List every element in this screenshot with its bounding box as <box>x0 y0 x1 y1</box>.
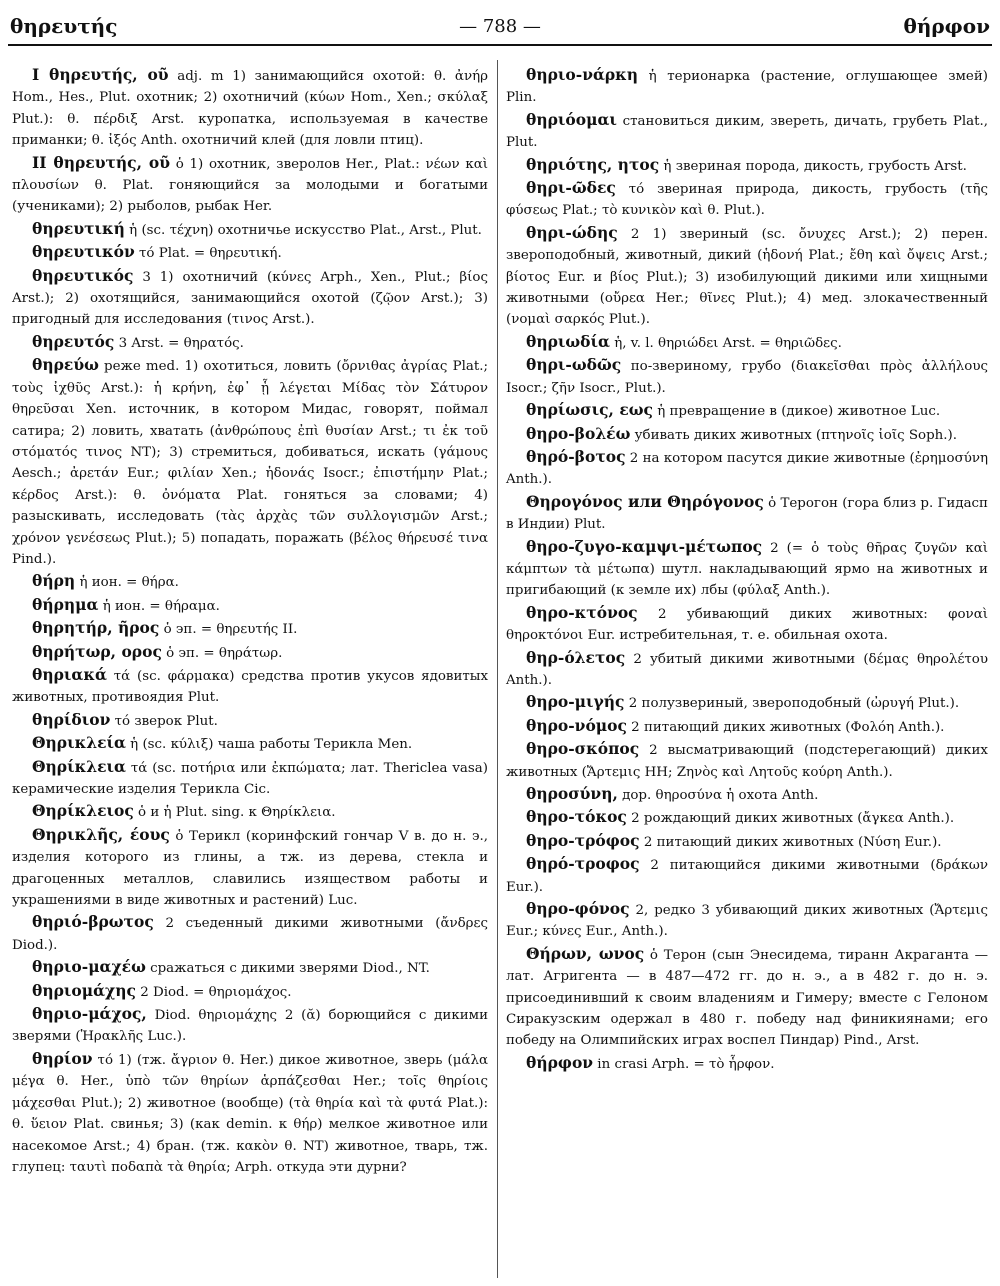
definition: ὁ Терон (сын Энесидема, тиранн Акраганта — лат. Агригента — в 487—472 гг. до н. э., а в 482 г. до н. э. присоединивший к своим владениям и Гимеру; вместе с Гелоном Сиракузским одержал в 480 г. победу над финикиянами; его победу на Олимпийских играх воспел Пиндар) Pind., Arst. <box>506 947 988 1049</box>
dictionary-entry <box>12 241 488 264</box>
headword: θηριότης, ητος <box>526 154 660 174</box>
dictionary-entry <box>506 715 988 738</box>
headword: θήρφον <box>526 1052 594 1072</box>
definition: 2 1) звериный (sc. ὄνυχες Arst.); 2) перен. звероподобный, животный, дикий (ἡδονή Plat.; ἔθη καὶ ὄψεις Arst.; βίοτος Eur. и βίος Plut.); 3) изобилующий дикими или хищными животными (οὔρεα Her.; θῖνες Plut.); 4) мед. злокачественный (νομαὶ σαρκός Plut.). <box>506 226 988 328</box>
headword: θηρό-τροφος <box>526 854 640 874</box>
dictionary-entry <box>12 756 488 801</box>
headword: θηριο-νάρκη <box>526 65 639 84</box>
definition: ἡ (sc. κύλιξ) чаша работы Терикла Men. <box>125 737 413 753</box>
dictionary-entry <box>12 617 488 640</box>
headword: θηρίωσις, εως <box>526 400 653 420</box>
headword: Θηρικλεία <box>32 733 126 753</box>
definition: ὁ эп. = θηράτωρ. <box>161 645 283 661</box>
dictionary-entry <box>12 709 488 732</box>
headword: θηριο-μάχος, <box>32 1004 147 1024</box>
definition: ἡ ион. = θήρα. <box>75 575 179 591</box>
definition: in crasi Arph. = τὸ ἧρφον. <box>593 1056 775 1072</box>
right-column <box>506 64 988 1075</box>
dictionary-entry <box>12 594 488 617</box>
definition: ἡ звериная порода, дикость, грубость Arst. <box>659 158 967 174</box>
dictionary-entry <box>506 64 988 109</box>
definition: τά (sc. φάρμακα) средства против укусов ядовитых животных, противоядия Plut. <box>12 668 488 706</box>
headword: θηρο-νόμος <box>526 715 627 735</box>
dictionary-entry <box>506 898 988 943</box>
headword: θηρήτωρ, ορος <box>32 641 162 661</box>
dictionary-entry <box>506 222 988 331</box>
definition: убивать диких животных (πτηνοῖς ἰοῖς Soph.). <box>630 427 958 443</box>
dictionary-entry <box>506 738 988 783</box>
dictionary-entry <box>506 109 988 154</box>
headword: θήρημα <box>32 594 99 614</box>
dictionary-entry <box>506 1052 988 1075</box>
dictionary-entry <box>506 446 988 491</box>
dictionary-entry <box>506 602 988 647</box>
dictionary-entry <box>506 423 988 446</box>
dictionary-entry <box>506 491 988 536</box>
headword: θηρό-βοτος <box>526 446 626 466</box>
definition: 3 1) охотничий (κύνες Arph., Xen., Plut.; βίος Arst.); 2) охотящийся, занимающийся охотой (ζῷον Arst.); 3) пригодный для исследования (τινος Arst.). <box>12 269 488 328</box>
dictionary-entry <box>12 570 488 593</box>
definition: 2 съеденный дикими животными (ἄνδρες Diod.). <box>12 916 488 953</box>
headword: I θηρευτής, οῦ <box>32 65 169 84</box>
dictionary-entry <box>12 331 488 354</box>
definition: ὁ 1) охотник, зверолов Her., Plat.: νέων καὶ πλουσίων θ. Plat. гоняющийся за молодыми и богатыми (учениками); 2) рыболов, рыбак Her. <box>12 156 488 215</box>
guide-word-right: θήρφον <box>903 14 990 38</box>
dictionary-entry <box>12 980 488 1003</box>
definition: по-звериному, грубо (διακεῖσθαι πρὸς ἀλλήλους Isocr.; ζῆν Isocr., Plut.). <box>506 359 988 396</box>
headword: θηρι-ώδης <box>526 222 618 242</box>
headword: θηρευτική <box>32 218 125 238</box>
definition: ὁ Терикл (коринфский гончар V в. до н. э., изделия которого из глины, а тж. из дерева, стекла и драгоценных металлов, славились изяществом работы и украшениями в виде животных и растений) Luc. <box>12 828 488 909</box>
dictionary-entry <box>12 911 488 956</box>
dictionary-entry <box>12 664 488 709</box>
dictionary-entry <box>12 956 488 979</box>
dictionary-entry <box>506 853 988 898</box>
definition: adj. m 1) занимающийся охотой: θ. ἀνήρ Hom., Hes., Plut. охотник; 2) охотничий (κύων Hom., Xen.; σκύλαξ Plut.): θ. πέρδιξ Arst. куропатка, используемая в качестве приманки; θ. ἰξός Anth. охотничий клей (для ловли птиц). <box>12 69 489 149</box>
dictionary-entry <box>506 783 988 806</box>
definition: ἡ, v. l. θηριώδει Arst. = θηριῶδες. <box>609 335 842 351</box>
headword: θηριομάχης <box>32 980 136 1000</box>
dictionary-entry <box>12 1003 488 1048</box>
dictionary-entry <box>12 64 488 152</box>
dictionary-entry <box>12 152 488 218</box>
definition: реже med. 1) охотиться, ловить (ὄρνιθας ἀγρίας Plat.; τοὺς ἰχθῦς Arst.): ἡ κρήνη, ἐφ᾽ ᾗ λέγεται Μίδας τὸν Σάτυρον θηρεῦσαι Xen. источник, в котором Мидас, говорят, поймал сатира; 2) ловить, хватать (ἀνθρώπους ἐπὶ θυσίαν Arst.; τι ἐκ τοῦ στόματός τινος NT); 3) стремиться, добиваться, искать (γάμους Aesch.; ἀρετάν Eur.; φιλίαν Xen.; ἡδονάς Isocr.; ἐπιστήμην Plat.; κέρδος Arst.): θ. ὀνόματα Plat. гоняться за словами; 4) разыскивать, исследовать (τὰς ἀρχὰς τῶν συλλογισμῶν Arst.; χρόνον γενέσεως Plut.); 5) попадать, поражать (βέλος θήρευσέ τινα Pind.). <box>12 359 488 567</box>
definition: 2 питающий диких животных (Νύση Eur.). <box>639 834 942 850</box>
dictionary-entry <box>506 943 988 1052</box>
definition: 2 рождающий диких животных (ἄγκεα Anth.). <box>626 811 955 827</box>
headword: θηρίον <box>32 1048 93 1068</box>
headword: II θηρευτής, οῦ <box>32 152 170 172</box>
definition: 2 Diod. = θηριομάχος. <box>135 984 292 1000</box>
column-divider <box>497 60 498 1278</box>
definition: ὁ Терогон (гора близ р. Гидасп в Индии) Plut. <box>506 495 988 533</box>
dictionary-entry <box>12 732 488 755</box>
headword: θηριόομαι <box>526 109 617 129</box>
definition: ἡ (sc. τέχνη) охотничье искусство Plat., Arst., Plut. <box>124 222 482 238</box>
definition: 3 Arst. = θηρατός. <box>114 335 244 351</box>
headword: Θηρογόνος или Θηρόγονος <box>526 491 764 511</box>
dictionary-entry <box>506 806 988 829</box>
guide-word-left: θηρευτής <box>10 14 118 38</box>
definition: 2 убитый дикими животными (δέμας θηρολέτου Anth.). <box>506 651 988 688</box>
headword: θηρητήρ, ῆρος <box>32 618 160 638</box>
definition: 2, редко 3 убивающий диких животных (Ἄρτεμις Eur.; κύνες Eur., Anth.). <box>506 903 988 940</box>
definition: τό звериная природа, дикость, грубость (τῆς φύσεως Plat.; τὸ κυνικὸν καὶ θ. Plut.). <box>506 182 988 219</box>
headword: θηρ-όλετος <box>526 647 626 667</box>
dictionary-entry <box>12 265 488 331</box>
dictionary-entry <box>506 354 988 399</box>
definition: ὁ и ἡ Plut. sing. к Θηρίκλεια. <box>133 805 336 821</box>
definition: 2 убивающий диких животных: φοναὶ θηροκτόνοι Eur. истребительная, т. е. обильная охота. <box>506 606 988 644</box>
headword: θηρίδιον <box>32 709 111 729</box>
dictionary-entry <box>12 354 488 570</box>
headword: θηριακά <box>32 664 107 684</box>
headword: θηρευτός <box>32 331 115 351</box>
definition: τό зверок Plut. <box>110 713 218 729</box>
definition: τό Plat. = θηρευτική. <box>134 246 282 262</box>
running-header <box>8 10 992 46</box>
dictionary-entry <box>506 154 988 177</box>
headword: θηρο-σκόπος <box>526 739 640 759</box>
headword: θηρι-ῶδες <box>526 178 616 198</box>
headword: θήρη <box>32 571 76 591</box>
definition: ἡ ион. = θήραμα. <box>98 598 220 614</box>
dictionary-entry <box>506 331 988 354</box>
headword: θηρευτικός <box>32 265 134 285</box>
definition: τό 1) (тж. ἄγριον θ. Her.) дикое животное, зверь (μάλα μέγα θ. Her., ὑπὸ τῶν θηρίων ἁρπάζεσθαι Her.; τοῖς θηρίοις μάχεσθαι Plut.); 2) животное (вообще) (τὰ θηρία καὶ τὰ φυτά Plat.): θ. ὕειον Plat. свинья; 3) (как demin. к θήρ) мелкое животное или насекомое Arst.; 4) бран. (тж. κακὸν θ. NT) животное, тварь, тж. глупец: ταυτὶ ποδαπὰ τὰ θηρία; Arph. откуда эти дурни? <box>12 1052 488 1175</box>
headword: θηρο-τόκος <box>526 807 627 827</box>
page-number: — 788 — <box>459 16 541 37</box>
headword: θηριο-μαχέω <box>32 957 146 977</box>
headword: θηρο-κτόνος <box>526 602 638 622</box>
definition: сражаться с дикими зверями Diod., NT. <box>145 961 430 977</box>
definition: 2 питающий диких животных (Φολόη Anth.). <box>626 719 945 735</box>
headword: θηρο-μιγής <box>526 692 625 712</box>
headword: Θηρίκλειος <box>32 801 134 821</box>
definition: 2 на котором пасутся дикие животные (ἐρημοσύνη Anth.). <box>506 450 989 488</box>
headword: Θήρων, ωνος <box>526 943 645 963</box>
headword: Θηρικλῆς, έους <box>32 824 170 844</box>
dictionary-entry <box>12 824 488 912</box>
definition: τά (sc. ποτήρια или ἐκπώματα; лат. Thericlea vasa) керамические изделия Терикла Cic. <box>12 760 488 797</box>
headword: θηριωδία <box>526 331 610 351</box>
dictionary-entry <box>506 399 988 422</box>
headword: θηρεύω <box>32 355 99 375</box>
dictionary-entry <box>12 800 488 823</box>
left-column <box>12 64 488 1178</box>
headword: θηριό-βρωτος <box>32 912 154 932</box>
definition: Diod. θηριομάχης 2 (ᾰ) борющийся с дикими зверями (Ἡρακλῆς Luc.). <box>12 1008 488 1045</box>
dictionary-entry <box>506 536 988 602</box>
definition: становиться диким, звереть, дичать, грубеть Plat., Plut. <box>506 113 988 151</box>
definition: ἡ терионарка (растение, оглушающее змей) Plin. <box>506 69 988 106</box>
headword: θηρο-τρόφος <box>526 830 640 850</box>
dictionary-entry <box>506 691 988 714</box>
headword: θηρο-ζυγο-καμψι-μέτωπος <box>526 536 763 556</box>
definition: 2 полузвериный, звероподобный (ὠρυγή Plut.). <box>624 696 960 712</box>
dictionary-entry <box>12 1048 488 1178</box>
dictionary-entry <box>506 647 988 692</box>
headword: θηρευτικόν <box>32 242 135 262</box>
dictionary-entry <box>12 218 488 241</box>
headword: θηρο-βολέω <box>526 423 631 443</box>
definition: дор. θηροσύνα ἡ охота Anth. <box>617 788 819 803</box>
dictionary-entry <box>12 641 488 664</box>
dictionary-entry <box>506 177 988 222</box>
definition: ὁ эп. = θηρευτής II. <box>159 622 298 638</box>
definition: 2 высматривающий (подстерегающий) диких животных (Ἄρτεμις HH; Ζηνὸς καὶ Λητοῦς κούρη Anth.). <box>506 743 988 780</box>
headword: θηρι-ωδῶς <box>526 355 622 375</box>
headword: θηροσύνη, <box>526 784 618 803</box>
headword: θηρο-φόνος <box>526 899 630 919</box>
definition: 2 (= ὁ τοὺς θῆρας ζυγῶν καὶ κάμπτων τὰ μέτωπα) шутл. накладывающий ярмо на животных и пригибающий (к земле их) лбы (φύλαξ Anth.). <box>506 540 988 599</box>
headword: Θηρίκλεια <box>32 756 126 776</box>
dictionary-entry <box>506 830 988 853</box>
definition: 2 питающийся дикими животными (δράκων Eur.). <box>506 858 988 895</box>
definition: ἡ превращение в (дикое) животное Luc. <box>652 404 941 420</box>
